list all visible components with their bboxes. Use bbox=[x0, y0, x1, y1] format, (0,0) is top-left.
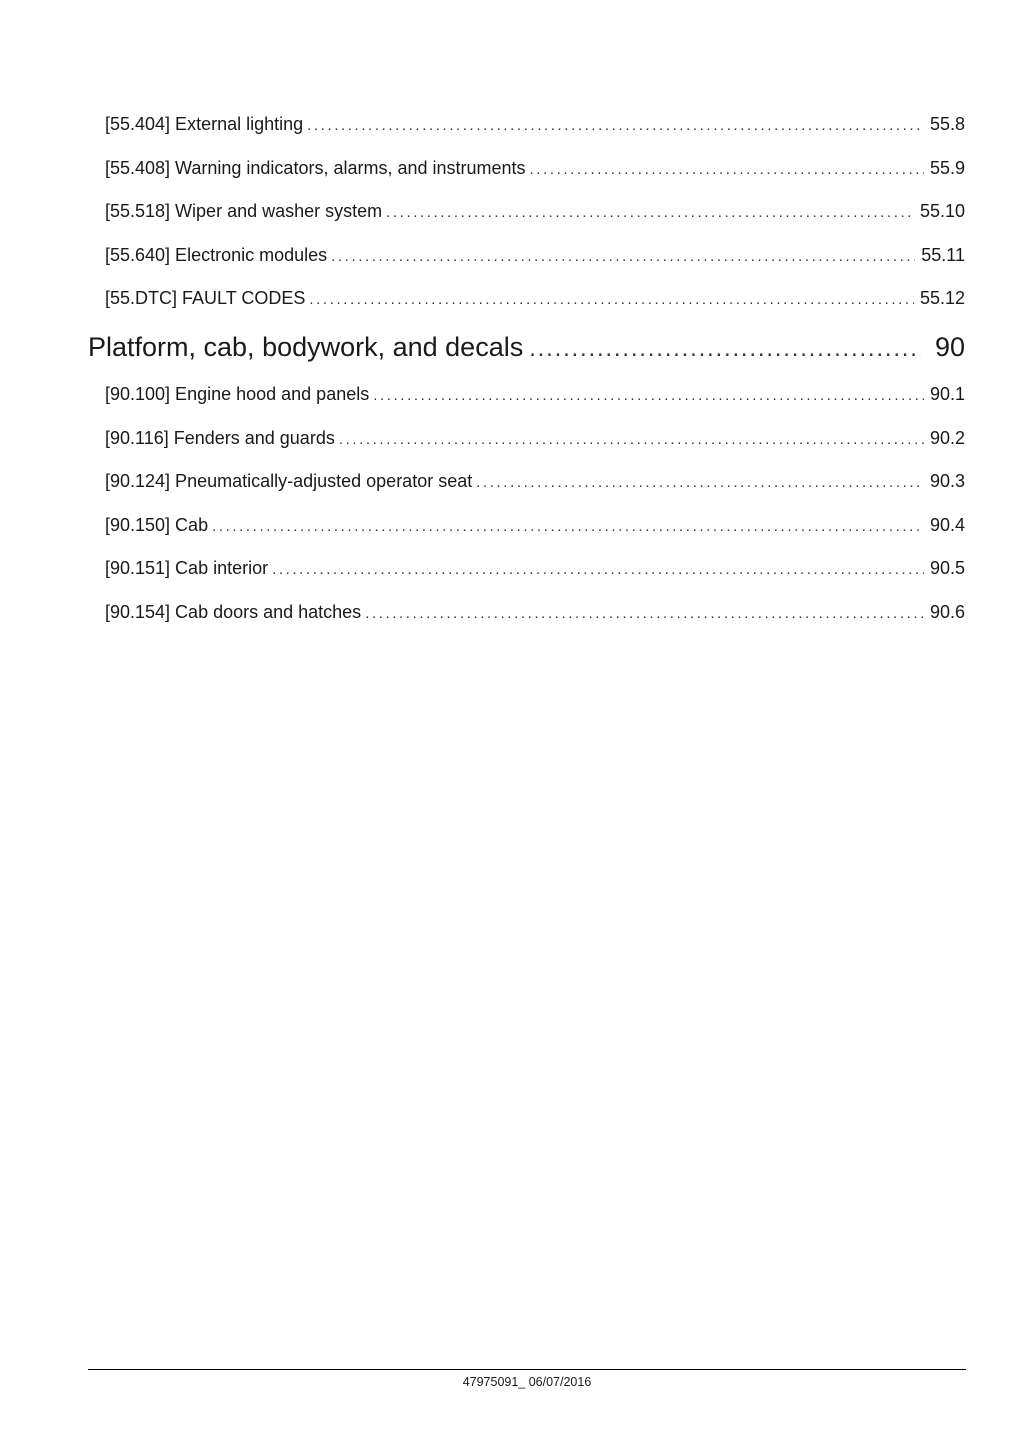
dot-leader bbox=[212, 515, 924, 539]
toc-section-title: Platform, cab, bodywork, and decals bbox=[88, 332, 524, 362]
toc-entry-title: [90.150] Cab bbox=[105, 515, 209, 535]
toc-entry-title: [90.100] Engine hood and panels bbox=[105, 384, 370, 404]
toc-entry-title: [90.151] Cab interior bbox=[105, 558, 269, 578]
dot-leader bbox=[386, 201, 914, 225]
dot-leader bbox=[272, 558, 924, 582]
toc-entry-55-518[interactable] bbox=[105, 199, 965, 223]
toc-entry-page: 55.10 bbox=[919, 201, 965, 221]
toc-entry-page: 55.11 bbox=[921, 245, 965, 265]
toc-entry-page: 55.12 bbox=[919, 288, 965, 308]
dot-leader bbox=[307, 114, 924, 138]
toc-entry-90-150[interactable] bbox=[105, 513, 965, 537]
toc-entry-title: [90.116] Fenders and guards bbox=[105, 428, 335, 448]
toc-entry-page: 55.8 bbox=[929, 114, 965, 134]
toc-entry-title: [90.124] Pneumatically-adjusted operator seat bbox=[105, 471, 473, 491]
toc-entry-55-dtc[interactable] bbox=[105, 286, 965, 310]
dot-leader bbox=[339, 428, 924, 452]
toc-entry-page: 55.9 bbox=[929, 158, 965, 178]
dot-leader bbox=[309, 288, 914, 312]
footer-doc-id: 47975091_ 06/07/2016 bbox=[462, 1375, 592, 1389]
toc-entry-page: 90.3 bbox=[929, 471, 965, 491]
footer-divider bbox=[88, 1369, 966, 1370]
dot-leader bbox=[331, 245, 915, 269]
toc-entry-90-154[interactable] bbox=[105, 600, 965, 624]
toc-entry-90-116[interactable] bbox=[105, 426, 965, 450]
dot-leader bbox=[365, 602, 924, 626]
dot-leader bbox=[530, 158, 924, 182]
toc-entry-title: [55.408] Warning indicators, alarms, and instruments bbox=[105, 158, 526, 178]
toc-entry-90-151[interactable] bbox=[105, 556, 965, 580]
toc-entry-title: [55.DTC] FAULT CODES bbox=[105, 288, 306, 308]
toc-entry-55-404[interactable] bbox=[105, 112, 965, 136]
toc-entry-page: 90.6 bbox=[929, 602, 965, 622]
toc-entry-title: [55.640] Electronic modules bbox=[105, 245, 328, 265]
dot-leader bbox=[529, 331, 921, 367]
dot-leader bbox=[476, 471, 924, 495]
toc-entry-page: 90.4 bbox=[929, 515, 965, 535]
toc-section-platform-cab[interactable] bbox=[88, 329, 965, 365]
toc-entry-55-408[interactable] bbox=[105, 156, 965, 180]
toc-entry-90-100[interactable] bbox=[105, 382, 965, 406]
toc-entry-55-640[interactable] bbox=[105, 243, 965, 267]
toc-entry-title: [55.518] Wiper and washer system bbox=[105, 201, 383, 221]
toc-section-page: 90 bbox=[934, 332, 965, 362]
toc-entry-title: [55.404] External lighting bbox=[105, 114, 304, 134]
toc-entry-title: [90.154] Cab doors and hatches bbox=[105, 602, 362, 622]
toc-entry-page: 90.5 bbox=[929, 558, 965, 578]
dot-leader bbox=[373, 384, 924, 408]
toc-entry-90-124[interactable] bbox=[105, 469, 965, 493]
toc-entry-page: 90.2 bbox=[929, 428, 965, 448]
toc-entry-page: 90.1 bbox=[929, 384, 965, 404]
